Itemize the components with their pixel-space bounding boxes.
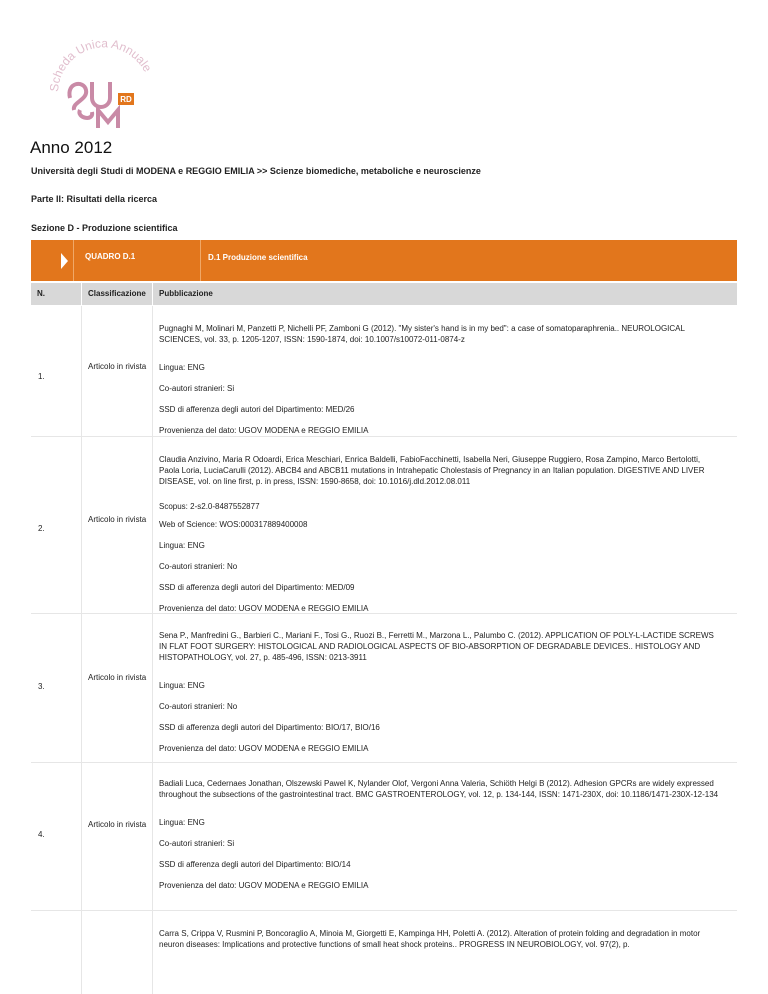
row-classification: Articolo in rivista (88, 820, 147, 829)
row-number: 2. (38, 524, 45, 533)
year-title: Anno 2012 (30, 138, 113, 157)
publication-citation: Claudia Anzivino, Maria R Odoardi, Erica Meschiari, Enrica Baldelli, FabioFacchinetti, Isabella Neri, Giuseppe Ruggiero, Rosa Zampino, Marco Bertolotti, Paola Loria, LuciaCarulli (2012). ABCB4 and ABCB11 mutations in Intrahepatic Cholestasis of Pregnancy in an Italian population. DIGESTIVE AND LIVER DISEASE, vol. on line first, p. in press, ISSN: 1590-8658, doi: 10.1016/j.dld.2012.08.011 (159, 455, 705, 486)
publication-detail: Lingua: ENG (159, 681, 205, 690)
sua-logo (36, 10, 166, 135)
column-header-publication: Pubblicazione (153, 283, 737, 305)
publication-detail: Provenienza del dato: UGOV MODENA e REGGIO EMILIA (159, 881, 369, 890)
column-divider (81, 437, 82, 613)
publication-detail: Co-autori stranieri: Si (159, 839, 235, 848)
quadro-divider (73, 240, 74, 281)
publication-citation: Pugnaghi M, Molinari M, Panzetti P, Nichelli PF, Zamboni G (2012). "My sister's hand is in my bed": a case of somatoparaphrenia.. NEUROLOGICAL SCIENCES, vol. 33, p. 1205-1207, ISSN: 1590-1874, doi: 10.1007/s10072-011-0874-z (159, 324, 685, 344)
publication-detail: Provenienza del dato: UGOV MODENA e REGGIO EMILIA (159, 426, 369, 435)
column-divider (81, 911, 82, 994)
publication-detail: Scopus: 2-s2.0-8487552877 (159, 502, 260, 511)
row-number: 4. (38, 830, 45, 839)
column-divider (81, 614, 82, 762)
publication-cell (159, 630, 719, 764)
part-heading: Parte II: Risultati della ricerca (31, 194, 158, 204)
row-classification: Articolo in rivista (88, 673, 147, 682)
publication-cell (159, 454, 719, 624)
publication-detail: Lingua: ENG (159, 541, 205, 550)
logo-badge-text: RD (120, 95, 132, 104)
publication-detail: Co-autori stranieri: Si (159, 384, 235, 393)
row-classification: Articolo in rivista (88, 515, 147, 524)
publication-cell (159, 323, 719, 446)
column-header-number: N. (31, 283, 81, 305)
column-divider (81, 306, 82, 436)
column-divider (152, 437, 153, 613)
table-row (31, 763, 737, 911)
row-classification: Articolo in rivista (88, 362, 147, 371)
university-breadcrumb: Università degli Studi di MODENA e REGGIO EMILIA >> Scienze biomediche, metaboliche e neuroscienze (31, 166, 481, 176)
publication-cell (159, 778, 719, 901)
play-arrow-icon[interactable] (61, 253, 68, 269)
publication-detail: Co-autori stranieri: No (159, 562, 238, 571)
quadro-label: QUADRO D.1 (85, 252, 136, 261)
column-header-classification: Classificazione (82, 283, 152, 305)
publication-detail: SSD di afferenza degli autori del Dipartimento: MED/09 (159, 583, 355, 592)
quadro-title: D.1 Produzione scientifica (208, 253, 308, 262)
publication-citation: Badiali Luca, Cedernaes Jonathan, Olszewski Pawel K, Nylander Olof, Vergoni Anna Valeria, Schiöth Helgi B (2012). Adhesion GPCRs are widely expressed throughout the subsections of the gastrointestinal tract. BMC GASTROENTEROLOGY, vol. 12, p. 134-144, ISSN: 1471-230X, doi: 10.1186/1471-230X-12-134 (159, 779, 719, 799)
table-row (31, 306, 737, 437)
publication-cell (159, 928, 719, 960)
table-row (31, 437, 737, 614)
publication-detail: Lingua: ENG (159, 363, 205, 372)
publication-detail: Web of Science: WOS:000317889400008 (159, 520, 308, 529)
table-row (31, 614, 737, 763)
publication-detail: SSD di afferenza degli autori del Dipartimento: BIO/17, BIO/16 (159, 723, 380, 732)
column-divider (152, 911, 153, 994)
quadro-header (31, 240, 737, 281)
quadro-divider (200, 240, 201, 281)
publication-detail: Lingua: ENG (159, 818, 205, 827)
publication-detail: Provenienza del dato: UGOV MODENA e REGGIO EMILIA (159, 604, 369, 613)
publication-detail: Provenienza del dato: UGOV MODENA e REGGIO EMILIA (159, 744, 369, 753)
row-number: 3. (38, 682, 45, 691)
publication-citation: Sena P., Manfredini G., Barbieri C., Mariani F., Tosi G., Ruozi B., Ferretti M., Marzona L., Palumbo C. (2012). APPLICATION OF POLY-L-LACTIDE SCREWS IN FLAT FOOT SURGERY: HISTOLOGICAL AND RADIOLOGICAL ASPECTS OF BIO-ABSORPTION OF DEGRADABLE DEVICES.. HISTOLOGY AND HISTOPATHOLOGY, vol. 27, p. 485-496, ISSN: 0213-3911 (159, 631, 714, 662)
sua-logo-graphic (36, 10, 166, 135)
section-heading: Sezione D - Produzione scientifica (31, 223, 178, 233)
table-header (31, 283, 737, 305)
publication-detail: SSD di afferenza degli autori del Dipartimento: BIO/14 (159, 860, 351, 869)
column-divider (152, 306, 153, 436)
svg-text:Scheda Unica Annuale (47, 36, 155, 92)
column-divider (152, 614, 153, 762)
publication-citation: Carra S, Crippa V, Rusmini P, Boncoraglio A, Minoia M, Giorgetti E, Kampinga HH, Poletti A. (2012). Alteration of protein folding and degradation in motor neuron diseases: Implications and protective functions of small heat shock proteins.. PROGRESS IN NEUROBIOLOGY, vol. 97(2), p. (159, 929, 701, 949)
row-number: 1. (38, 372, 45, 381)
logo-arc-text: Scheda Unica Annuale (46, 36, 155, 93)
publication-detail: Co-autori stranieri: No (159, 702, 238, 711)
table-row (31, 911, 737, 994)
column-divider (81, 763, 82, 910)
publication-detail: SSD di afferenza degli autori del Dipartimento: MED/26 (159, 405, 355, 414)
column-divider (152, 763, 153, 910)
